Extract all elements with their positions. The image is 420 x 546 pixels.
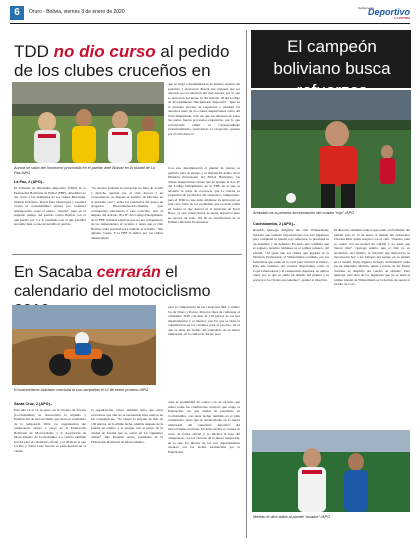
page-header: [10, 6, 410, 22]
story2-caption-credit: APG: [346, 211, 355, 215]
bottom-caption-text: Meleán le dice adiós al plantel “aviador”./: [253, 515, 323, 519]
story2-col2: El directivo también explicó que están conformando del plantel para el 15 de enero al mando del entrenador Cristian Díaz quien aseguró con el club. “Nuestro plan es contar con un plantel de calidad y no tener que buscar más”. Quiroga señaló, que el club no es alcanzado. Así mismo, se informó que Reforzado se incorporará hoy a los trabajos del equipo en su plantel en la ciudad. Entre algunos fichajes confirmados están las de Alejandro Meleán, quien a través de las Redes Sociales se despidió del cuadro de Oriente. Para Quiroga, esta obra de los jugadores que ya se unen al primer plantel de Wilstermann es la de más un aporte al cuadro de Colo.: [334, 228, 410, 286]
story1-headline-pre: TDD: [14, 42, 54, 61]
player-training-image: [251, 90, 411, 208]
story2-kicker: Cochabamba, 2 (APG).-: [253, 222, 296, 226]
story1-headline-post: al pedido de los clubes cruceños en: [14, 42, 230, 80]
story3-headline-post: el calendario del motociclismo: [14, 264, 211, 300]
story1-col1: El Tribunal de Disciplina Deportiva (TDD) de la Federación Boliviana de Fútbol (FBF), determinó no dar curso a las demandas de los clubes Blooming, Oriente Petrolero, Royal Pari, Destroyers y Guabirá contra el cochabambino Aurora por conducta antideportiva, pues el elenco ‘aviador’ jugó en el segundo tiempo del partido contra Bolívar con el que perdió por 5 a 6, resultado con el que Guabirá ascendió más a zona de pérdida al partido.: [14, 186, 86, 226]
story2-caption-text: Arrasado es la primera incorporación del cuadro “rojo”./: [253, 211, 347, 215]
page-number: 6: [10, 6, 24, 20]
supplement-logo: [348, 6, 410, 21]
story1-caption-credit: APG: [22, 170, 31, 175]
dateline: Oruro - Bolivia, viernes 3 de enero de 2020: [29, 9, 125, 15]
story3-col3: para la competencia de las categorías MX y enduro los de Oruro y Potosí. Para los fines de comenzar el calendario 2020 con más de 150 pilotos de los tres departamentos y el interior, con los que se tiene la organización en los circuitos para el proceso, en el que se tiene las fechas del calendario de la nueva temporada, en la ciudad de Tarija, pero: [168, 305, 240, 336]
story1-caption-text: Aurora se salvó del ‘bochorno’ provocado en el partido ante Bolívar en la ciudad de La Paz./: [14, 166, 155, 175]
soccer-match-image: [12, 82, 164, 163]
story-divider: [12, 254, 242, 255]
motocross-image: [12, 305, 156, 385]
story1-col3: que no llegó a fundamentarse de manera objetiva un perjuicio y afectación directa que tuviesen que ser afectado por la situación del club Aurora, por lo que se aplicaron del inciso b) del artículo 18 del Código de Procedimiento Disciplinario Deportivo. “Que en el presente proceso se respetaron a plenitud los derechos tanto de los clubes denunciantes como del Club denunciado, todo sin que los intereses de todas las partes fueran procesales respetados, por lo que corresponde emitir el correspondiente pronunciamiento resolviendo la excepción opuesta por el club Aurora”.: [168, 82, 240, 136]
story3-photo: [12, 305, 156, 385]
header-rule: [10, 23, 410, 24]
story1-byline: La Paz, 2 (APG).-: [14, 180, 45, 184]
story3-caption: [14, 388, 246, 393]
story2-caption: [253, 211, 409, 215]
supplement-small: Suplemento: [357, 6, 374, 10]
story2-col1: Ronaldo Quiroga, dirigente del club Wilstermann, informó que realizan negociaciones con tres jugadores para completar el plantel rojo refuerzos, la prioridad es un delantero y un defensor. En tanto que confirmó que el zaguero Arnaldo Giménez es el primer refuerzo del plantel. “Al igual que los clubes que jugarán en la División Profesional, el Wilstermann continúa con los futbolistas que están en la carta para reforzar el elenco. Este año tenemos dos torneos importantes como la Copa Libertadores y el campeonato Apertura, en ambos casos por lo que se suma un amplio del plantel y se prevé por los rivales que tenemos”, apuntó el directivo.: [253, 228, 329, 282]
story2-headline-box: [251, 30, 411, 88]
story3-col4: cabe la posibilidad de contar con un circuito que reúna todas las condiciones técnicas que exige la Federación, las que tendrá su pendiente en Cochabamba, con estas fechas también en el plan competitivo tanto que se desarrollarán en la nueva temporada del calendario deportivo del motociclismo nacional. En estas fechas la carrera se corre de forma oficial y se iniciará la fase del campeonato con las carreras de la nueva temporada, en la que los pilotos de los tres departamentos cuentan con las fechas establecidas por la Federación.: [168, 400, 240, 454]
supplement-tag: LA PATRIA: [394, 16, 410, 20]
bottom-caption-credit: APG: [322, 515, 331, 519]
supplement-name: Deportivo: [367, 7, 410, 17]
story2-bottom-photo: [252, 430, 410, 512]
column-divider: [246, 30, 247, 538]
story3-headline-highlight: cerrarán: [96, 264, 161, 281]
story3-headline-pre: En Sacaba: [14, 264, 97, 281]
story3-caption-credit: APG: [140, 388, 149, 392]
story1-col4: Con esta determinación el plantel de Aurora se perfecta para su equipo y se mantendrá dentro de la División Profesional del Fútbol Boliviano, los clubes denunciantes tienen que se aplique el Art. 67 del Código Disciplinario de la FBF, en el que se advierte la parte de reconocer que la cancha es propiedad de provincias del respectivo campeonato, para el TDD no que debe afirmarse su aplicación en este caso. Otro de los problemas que se debe tomar en cuenta es que Aurora es la situación de Sport Boys, ya que ventavizaron la suerte deportiva pues en tercera de todo, del de su clasificación de la Primera División Profesional.: [168, 166, 240, 224]
story3-col2: la organización, Oruro también tenía que estos corredores que aún no se encuentran muy nuevos en las competencias. “Se espera la llegada de más de 150 pilotos, en la última fecha, además después de la prueba en enduro y el arreglo con el piloto de la ciudad de Sacaba que se corrió en los siguientes clubes”, dijo Rolando Arías, presidente de la Federación Boliviana de Motociclismo.: [91, 408, 163, 444]
farewell-image: [252, 430, 410, 512]
story1-photo: [12, 82, 164, 163]
story2-photo: [251, 90, 411, 208]
story3-caption-text: El motociclismo boliviano concluirá la sus campañas el 12 de enero próximo./: [14, 388, 141, 392]
story1-col2: “Se declara probada la excepción de falta de acción y derecho opuesta por el club Aurora y en consecuencia, se dispone el Archivo de Obrados en el presente caso”, sobre los resultados del grupo de abogados Huacomiche/Alcochamba (sus contraparte) solicitando a este colectivo. Así, al amparo del artículo 18 a N° del Código Disciplinario de la FBF. Además explican que no era competencia de los demandantes el reclamo y antes que el club Bolívar tenía potestad para realizar el reclamo. “Me adjunto copias. Y la FBF le indicó por los clubes denunciantes: [91, 186, 163, 240]
story2-bottom-caption: [253, 515, 409, 519]
story2-headline: El campeón boliviano busca: [273, 37, 391, 78]
story3-byline: Santa Cruz, 2 (APG).-: [14, 402, 53, 406]
story3-col1: Este año 10 al 12 de enero en el circuito de Sacaba (Cochabamba), se desarrollará la séptima y finalización de motociclismo que cierra el calendario de la temporada 2019. La organización del campeonato estuvo a cargo de la Federación Boliviana de Motociclismo y la Asociación de Motociclismo de Cochabamba. La carrera también servirá para el calendario oficial, y el 2020 en el que La Paz y Santa Cruz buscan su participación en la vuelta.: [14, 408, 86, 453]
story1-caption: [14, 166, 162, 176]
story1-headline-highlight: no dio curso: [53, 42, 156, 61]
